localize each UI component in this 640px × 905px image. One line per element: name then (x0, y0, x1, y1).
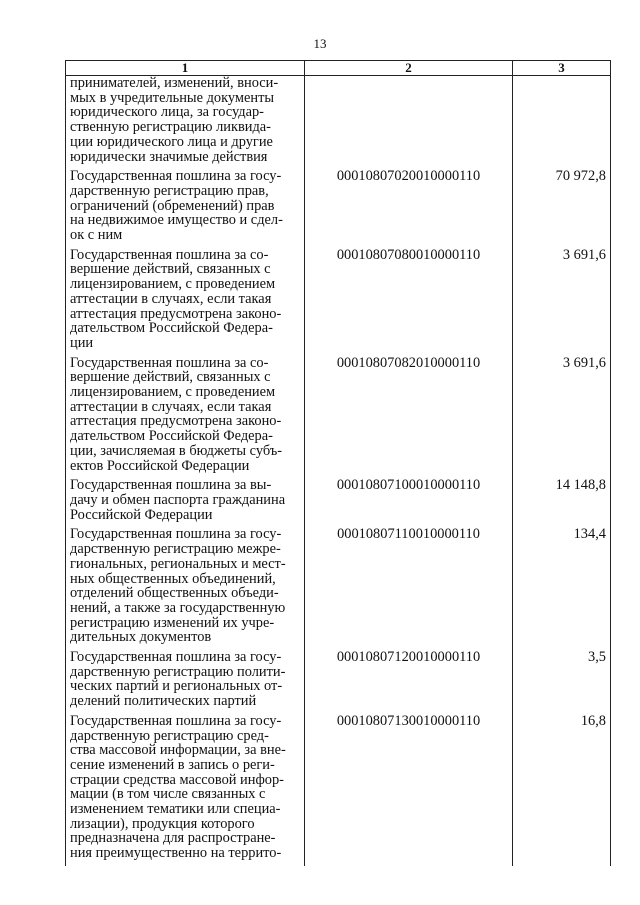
page-number: 13 (313, 36, 327, 51)
amount-cell (513, 76, 611, 170)
revenue-name-cell: Государственная пошлина за госу- дарственную регистрацию прав, ограничений (обременений) прав на недвижимое имущество и сдел- ок с ним (66, 169, 305, 248)
table-row (66, 714, 611, 866)
amount-cell: 134,4 (513, 527, 611, 650)
amount-cell: 16,8 (513, 714, 611, 866)
budget-code-cell: 00010807120010000110 (305, 650, 513, 714)
budget-revenue-table (65, 60, 611, 866)
budget-code-cell: 00010807020010000110 (305, 169, 513, 248)
table-header-row (66, 61, 611, 76)
amount-cell: 3,5 (513, 650, 611, 714)
column-header-3: 3 (513, 61, 611, 76)
amount-cell: 3 691,6 (513, 248, 611, 356)
column-header-2: 2 (305, 61, 513, 76)
amount-cell: 14 148,8 (513, 478, 611, 527)
revenue-name-cell: Государственная пошлина за госу- дарственную регистрацию полити- ческих партий и региональных от- делений политических партий (66, 650, 305, 714)
table-row (66, 478, 611, 527)
budget-code-cell: 00010807100010000110 (305, 478, 513, 527)
revenue-name-cell: Государственная пошлина за вы- дачу и обмен паспорта гражданина Российской Федерации (66, 478, 305, 527)
table-row (66, 650, 611, 714)
table-row (66, 356, 611, 479)
revenue-name-cell: принимателей, изменений, вноси- мых в учредительные документы юридического лица, за государ- ственную регистрацию ликвида- ции юридического лица и другие юридически значимые действия (66, 76, 305, 170)
budget-code-cell: 00010807130010000110 (305, 714, 513, 866)
table-row (66, 527, 611, 650)
budget-code-cell: 00010807080010000110 (305, 248, 513, 356)
budget-code-cell: 00010807082010000110 (305, 356, 513, 479)
revenue-name-cell: Государственная пошлина за со- вершение действий, связанных с лицензированием, с проведением аттестации в случаях, если такая аттестация предусмотрена законо- дательством Российской Федера- ции (66, 248, 305, 356)
table-row (66, 76, 611, 170)
table-row (66, 169, 611, 248)
revenue-name-cell: Государственная пошлина за госу- дарственную регистрацию сред- ства массовой информации, за вне- сение изменений в запись о реги- страции средства массовой инфор- мации (в том числе связанных с изменением тематики или специа- лизации), продукция которого предназначена для распростране- ния преимущественно на террито- (66, 714, 305, 866)
budget-code-cell (305, 76, 513, 170)
amount-cell: 70 972,8 (513, 169, 611, 248)
revenue-name-cell: Государственная пошлина за со- вершение действий, связанных с лицензированием, с проведением аттестации в случаях, если такая аттестация предусмотрена законо- дательством Российской Федера- ции, зачисляемая в бюджеты субъ- ектов Российской Федерации (66, 356, 305, 479)
column-header-1: 1 (66, 61, 305, 76)
table-row (66, 248, 611, 356)
amount-cell: 3 691,6 (513, 356, 611, 479)
budget-code-cell: 00010807110010000110 (305, 527, 513, 650)
revenue-name-cell: Государственная пошлина за госу- дарственную регистрацию межре- гиональных, региональных и мест- ных общественных объединений, отделений общественных объеди- нений, а также за государственную регистрацию изменений их учре- дительных документов (66, 527, 305, 650)
